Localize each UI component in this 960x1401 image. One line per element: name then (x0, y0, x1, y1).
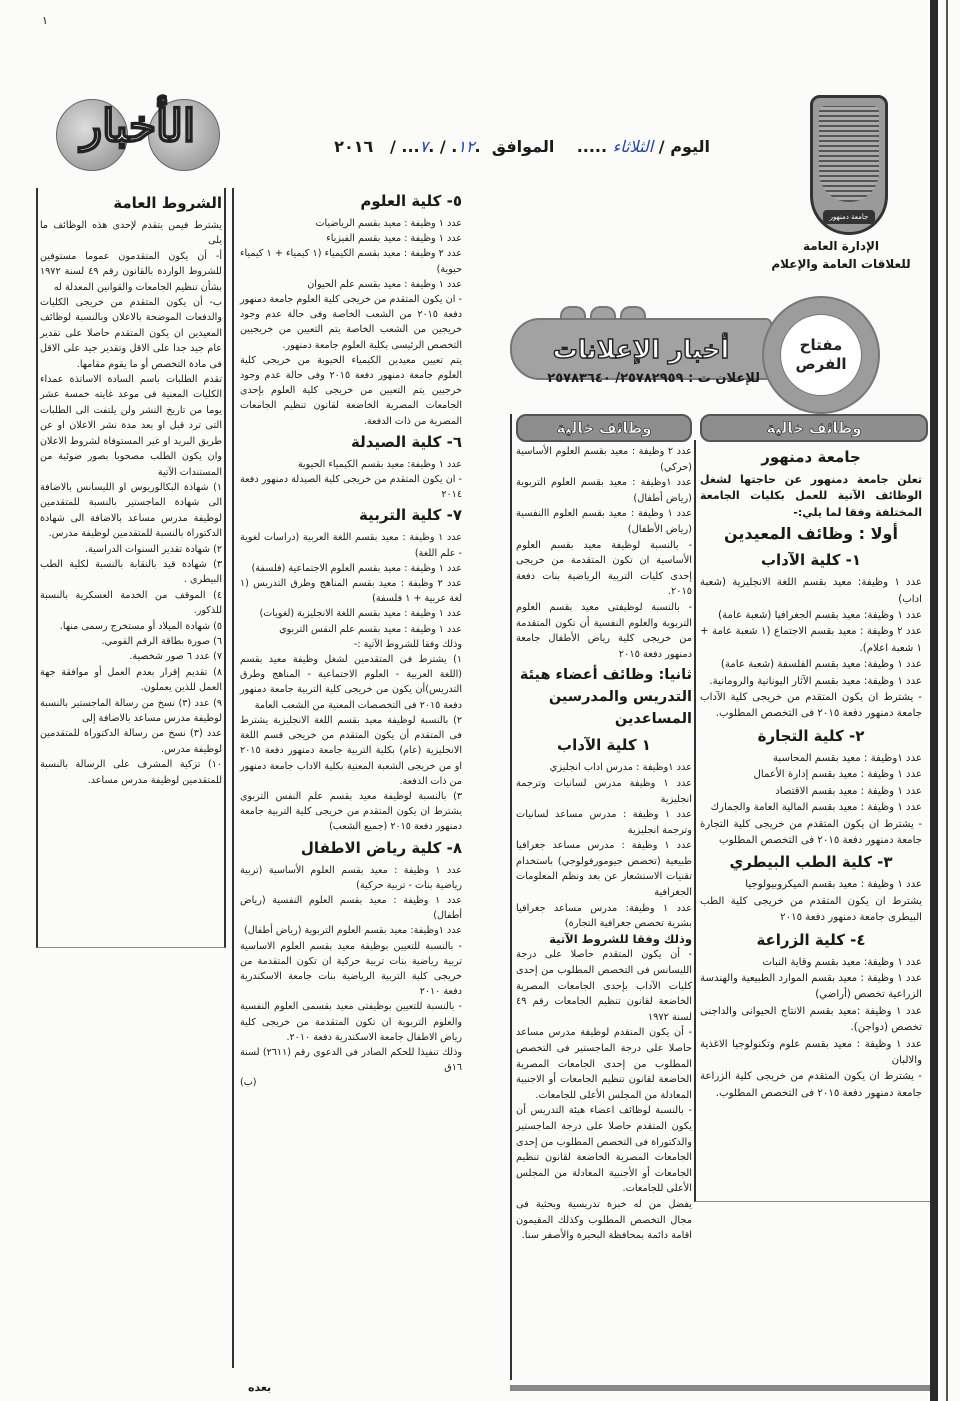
newspaper-logo (48, 95, 228, 175)
job-item: عدد ١ وظيفة : مدرس مساعد جغرافيا طبيعية (تخصص جيومورفولوجي) باستخدام تقنيات الاستشعار عن بعد ونظم المعلومات الجغرافية (516, 840, 693, 899)
ad-banner-title-text: أخبار الإعلانات (552, 334, 730, 364)
university-heading: جامعة دمنهور (761, 448, 861, 466)
job-item: عدد ١ وظيفة: معيد بقسم وقاية النبات (762, 956, 922, 968)
conditions-heading: وذلك وفقا للشروط الآتية :- (353, 638, 462, 650)
day-value: الثلاثاء (612, 137, 654, 156)
department-line-2: للعلاقات العامة والإعلام (771, 257, 911, 271)
date-label: الموافق (491, 137, 555, 156)
phone-label: للإعلان ت : (688, 371, 760, 386)
faculty-heading: ١ كلية الآداب (557, 736, 651, 755)
job-condition: - بالنسبة لوظيفة معيد بقسم العلوم الأساسية ان تكون المتقدمة من خريجى إحدى كليات التربية الرياضية بنات دفعة ٢٠١٥. (516, 539, 692, 598)
document-item: ٥) شهادة الميلاد أو مستخرج رسمى منها. (59, 620, 222, 632)
vacancies-badge-middle: وظائف خالية (516, 414, 692, 442)
job-condition: - أن يكون المتقدم حاصلا على درجة الليسانس فى التخصص المطلوب من إحدى كليات الآداب بإحدى الجامعات المصرية الخاضعة لقانون تنظيم الجامعات رقم ٤٩ لسنة ١٩٧٢ (516, 949, 692, 1023)
page-number: ١ (42, 14, 48, 27)
job-item: عدد ١ وظيفة : معيد بقسم علم الحيوان (307, 278, 462, 290)
document-item: ٧) عدد ٦ صور شخصية. (129, 651, 222, 663)
document-item: عدد (٣) نسخ من رسالة الدكتوراة للمتقدمين لوظيفة مدرس. (40, 728, 223, 755)
job-item: عدد ١ وظيفة : معيد بقسم العلوم الأساسية (تربية رياضية بنات - تربية حركية) (240, 864, 462, 891)
ad-phone (510, 371, 760, 386)
column-middle (516, 444, 692, 1244)
job-condition: - يشترط ان يكون المتقدم من خريجى كلية التجارة جامعة دمنهور دفعة ٢٠١٥ فى التخصص المطلوب (700, 818, 922, 846)
document-item: ٩) عدد (٣) نسخ من رسالة الماجستير بالنسبة لوظيفة مدرس مساعد بالاضافة إلى (40, 697, 222, 724)
job-condition: ٣) بالنسبة لوظيفة معيد بقسم علم النفس التربوى يشترط ان يكون المتقدم من خريجى كلية التربية جامعة دمنهور دفعة ٢٠١٥ (جميع الشعب) (240, 790, 462, 833)
document-item: ٨) تقديم إقرار بعدم العمل أو موافقة جهة العمل للذين يعملون. (40, 666, 222, 694)
job-condition: - يشترط ان يكون المتقدم من خريجى كلية الآداب جامعة دمنهور دفعة ٢٠١٥ فى التخصص المطلوب. (700, 692, 922, 720)
job-condition: - بالنسبة للتعيين بوظيفتى معيد بقسمى العلوم النفسية والعلوم التربوية ان تكون المتقدمة من خريجى كلية رياض الاطفال جامعة الاسكندرية دفعة ٢٠١٠. (240, 1001, 462, 1043)
job-item: عدد ١ وظيفة : معيد بقسم اللغة العربية (دراسات لغوية - علم اللغة) (240, 532, 462, 559)
job-condition: - ان يكون المتقدم من خريجى كلية الصيدلة دمنهور دفعة ٢٠١٤ (240, 474, 462, 501)
job-condition: - يشترط ان يكون المتقدم من خريجى كلية الزراعة جامعة دمنهور دفعة ٢٠١٥ فى التخصص المطلوب. (700, 1071, 922, 1099)
job-condition: يتم تعيين معيدين الكيمياء الحيوية من خريجى كلية العلوم جامعة دمنهور دفعة ٢٠١٥ وفى حالة عدم وجود خرجيين يتم التعيين من خريجى كلية العلوم بإحدى الجامعات المصرية الخاضعة لقانون تنظيم الجامعات المصرية من ذات الدفعة. (240, 354, 462, 427)
key-label-2: الفرص (795, 355, 847, 373)
job-item: عدد ٢ وظيفة : معيد بقسم المناهج وطرق التدريس (١ لغة عربية + ١ فلسفة) (240, 578, 462, 605)
faculty-heading: ٤- كلية الزراعة (756, 930, 866, 949)
document-item: ١) شهادة البكالوريوس او الليسانس بالاضافة الى شهادة الماجستير بالنسبة للمتقدمين لوظيفة مدرس مساعد بالاضافة الى شهادة الدكتوراة بالنسبة للمتقدمين لوظيفة مدرس. (40, 481, 222, 540)
left-middle-column-rule (232, 188, 240, 1368)
job-item: عدد ١ وظيفة: مدرس مساعد جغرافيا بشرية تخصص جغرافية التجارة) (516, 902, 692, 930)
job-item: عدد ١ وظيفة مدرس لسانيات وترجمة انجليزية (516, 777, 692, 805)
column-left (40, 190, 222, 788)
job-item: عدد ١ وظيفة: معيد بقسم الكيمياء الحيوية (297, 458, 462, 470)
faculty-heading: ٥- كلية العلوم (360, 192, 462, 210)
job-condition: - بالنسبة لوظيفتى معيد بقسم العلوم التربوية والعلوم النفسية أن تكون المتقدمة من خريجى كلية رياض الأطفال جامعة دمنهور دفعة ٢٠١٥ (516, 601, 692, 660)
condition-item: ب- أن يكون المتقدم من خريجى الكليات والدفعات الموضحة بالاعلان وبالنسبة لوظائف المعيدين ان يكون المتقدم حاصلا على تقدير عام جيد جدا على الاقل وتقدير جيد على الاقل فى مادة التخصص أو ما يقوم مقامها. (40, 297, 222, 370)
job-item: عدد ١ وظيفة : معيد بقسم علوم وتكنولوجيا الاغذية والالبان (700, 1038, 922, 1066)
document-item: ٣) شهادة قيد بالنقابة بالنسبة لكلية الطب البيطرى . (40, 558, 222, 586)
university-logo (810, 95, 888, 235)
job-condition: ١) يشترط فى المتقدمين لشغل وظيفة معيد بقسم (اللغة العربية - العلوم الاجتماعية - المناهج وطرق التدريس)أن يكون من خريجى كلية التربية جامعة دمنهور دفعة ٢٠١٥ فى التخصصات المعنية من الشعب العامة (240, 654, 462, 711)
job-condition: - ان يكون المتقدم من خريجى كلية العلوم جامعة دمنهور دفعة ٢٠١٥ من الشعب الخاصة وفى حالة عدم وجود خريجين من الشعب الخاصة يتم التعيين من خريجيين التخصص الرئيسى بكلية العلوم جامعة دمنهور. (240, 294, 463, 351)
continued-marker: (ب) (240, 1077, 257, 1089)
column-left-middle (240, 188, 462, 1091)
job-condition: - بالنسبة لوظائف اعضاء هيئة التدريس أن يكون المتقدم حاصلا على درجة الماجستير والدكتوراة فى التخصص المطلوب من إحدى الجامعات المصرية الخاضعة لقانون تنظيم الجامعات أو الأجنبية المعادلة من المجلس الأعلى للجامعات. (516, 1105, 692, 1195)
general-conditions-heading: الشروط العامة (113, 194, 222, 212)
job-item: عدد ١ وظيفة : مدرس مساعد لسانيات وترجمة انجليزية (516, 809, 692, 836)
section-heading: أولا : وظائف المعيدين (724, 524, 898, 544)
job-item: عدد ١وظيفة : مدرس اداب انجليزي (549, 762, 692, 774)
condition-item: أ- أن يكون المتقدمون عموما مستوفين للشروط الواردة بالقانون رقم ٤٩ لسنة ١٩٧٢ بشأن تنظيم الجامعات والقوانين المعدلة له (40, 250, 222, 293)
job-item: عدد ١ وظيفة : معيد بقسم علم النفس التربوي (279, 623, 462, 635)
document-item: ٦) صورة بطاقة الرقم القومي. (101, 635, 222, 647)
vacancies-badge-right: وظائف خالية (700, 414, 928, 442)
job-item: عدد ١ وظيفة: معيد بقسم الآثار اليونانية والرومانية. (709, 675, 922, 687)
job-condition: وذلك تنفيذا للحكم الصادر فى الدعوى رقم (٢٦١١) لسنة ١٦ق (240, 1046, 462, 1074)
faculty-heading: ٣- كلية الطب البيطري (729, 853, 893, 872)
job-item: عدد ١وظيفة : معيد بقسم العلوم التربوية (رياض أطفال) (516, 477, 693, 504)
job-condition: - أن يكون المتقدم لوظيفة مدرس مساعد حاصلا على درجة الماجستير فى التخصص المطلوب من إحدى الجامعات المصرية الخاضعة لقانون تنظيم الجامعات أو الاجنبية المعادلة من المجلس الأعلى للجامعات. (516, 1027, 692, 1101)
page-edge-line (946, 0, 948, 1401)
job-item: عدد ١وظيفة: معيد بقسم العلوم التربوية (رياض أطفال) (244, 925, 462, 937)
phone-numbers: ٢٥٧٨٢٩٥٩/ ٢٥٧٨٣٦٤٠ (547, 371, 684, 386)
job-condition: يفضل من له خبرة تدريسية وبحثية فى مجال التخصص المطلوب وكذلك المقيمون اقامة دائمة بمحافظة البحيرة والأصفر سنا. (516, 1198, 692, 1242)
job-condition: ٢) بالنسبة لوظيفة معيد بقسم اللغة الانجليزية يشترط فى المتقدم أن يكون المتقدم من خريجى قسم اللغة الانجليزية (عام) بكلية التربية جامعة دمنهور دفعة ٢٠١٥ او من خريجى الشعبة المعنية بكلية الاداب جامعة دمنهور من ذات الدفعة. (240, 714, 462, 787)
condition-item: تقدم الطلبات باسم السادة الاساتذة عمداء الكليات المعنية فى موعد غايته خمسة عشر يوما من تاريخ النشر ولن يلتفت الى الطلبات التى ترد قبل او بعد مدة نشر الاعلان او عن طريق البريد او غير المستوفاة لشروط الاعلان وان يكون الطلب مصحوبا بصور ضوئية من المستندات الآتية (40, 374, 222, 478)
job-item: عدد ١ وظيفة: معيد بقسم اللغة الانجليزية (شعبة اداب) (700, 577, 923, 605)
date-month: ٧ (419, 137, 429, 156)
job-item: عدد ١ وظيفة : معيد بقسم العلوم االنفسية (رياض الأطفال) (516, 508, 692, 535)
job-item: عدد ٢ وظيفة : معيد بقسم العلوم الأساسية (حركي) (516, 446, 692, 473)
job-item: عدد ١ وظيفة : معيد بقسم الرياضيات (315, 218, 462, 229)
job-item: عدد ١ وظيفة : معيد بقسم العلوم الاجتماعية (فلسفة) (251, 562, 462, 574)
department-line-1: الإدارة العامة (802, 239, 880, 253)
logo-band: جامعة دمنهور (823, 210, 875, 224)
faculty-heading: ٢- كلية التجارة (757, 726, 865, 745)
document-item: ٢) شهادة تقدير السنوات الدراسية. (84, 543, 222, 555)
continued-label: بعده (248, 1381, 272, 1394)
job-item: عدد ٢ وظيفة : معيد بقسم الكيمياء (١ كيمياء + ١ كيمياء حيوية) (240, 248, 462, 275)
newspaper-logo-text: الأخبار (80, 101, 196, 152)
conditions-heading: وذلك وفقا للشروط الآتية (549, 931, 692, 946)
job-item: عدد ١ وظيفة : معيد بقسم اللغة الانجليزية (لغويات) (259, 608, 462, 620)
date-line: اليوم / الثلاثاء ..... الموافق .١٢. / .٧... / ٢٠١٦ (334, 137, 710, 156)
job-item: عدد ١ وظيفة : معيد بقسم الفيزياء (326, 233, 462, 245)
job-item: عدد ١ وظيفة : معيد بقسم العلوم النفسية (رياض أطفال) (240, 894, 462, 922)
faculty-heading: ٧- كلية التربية (359, 506, 462, 525)
job-item: عدد ١ وظيفة : معيد بقسم المالية العامة والجمارك (710, 802, 922, 814)
page-edge-bar (930, 0, 938, 1401)
job-item: عدد ١ وظيفة: معيد بقسم الفلسفة (شعبة عامة) (720, 659, 922, 671)
job-item: عدد ١ وظيفة: معيد بقسم الجغرافيا (شعبة عامة) (718, 610, 922, 622)
document-item: ٤) الموقف من الخدمة العسكرية بالنسبة للذكور. (40, 589, 222, 617)
key-ring-icon (762, 296, 880, 414)
logo-emblem (819, 106, 879, 202)
bottom-rule (510, 1385, 930, 1391)
day-label: اليوم / (658, 137, 710, 156)
job-item: عدد ١وظيفة : معيد بقسم المحاسبة (772, 752, 922, 764)
job-item: عدد ٢ وظيفة : معيد بقسم الاجتماع (١ شعبة عامة + ١ شعبة اعلام). (700, 626, 922, 654)
intro-text: يشترط فيمن يتقدم لإحدى هذه الوظائف ما يلى (40, 220, 222, 247)
date-day: ١٢ (457, 137, 475, 156)
column-right (700, 444, 922, 1102)
section-heading: ثانيا: وظائف أعضاء هيئة التدريس والمدرسين المساعدين (519, 667, 692, 728)
faculty-heading: ٨- كلية رياض الاطفال (300, 838, 462, 857)
date-year: ٢٠١٦ (334, 137, 374, 156)
job-item: عدد ١ وظيفة : معيد بقسم الميكروبيولوجيا (745, 879, 922, 891)
job-item: عدد ١ وظيفة : معيد بقسم الاقتصاد (775, 785, 922, 797)
job-condition: - بالنسبة للتعيين بوظيفة معيد بقسم العلوم الاساسية تربية رياضية بنات تربية حركية ان تكون المتقدمة من خريجى كلية التربية الرياضية بنات جامعة الاسكندرية دفعة ٢٠١٠ (240, 940, 462, 998)
job-item: عدد ١ وظيفة : معيد بقسم إدارة الأعمال (753, 769, 922, 781)
faculty-heading: ١- كلية الآداب (760, 551, 862, 570)
job-condition: يشترط ان يكون المتقدم من خريجى كلية الطب البيطرى جامعة دمنهور دفعة ٢٠١٥ (700, 895, 922, 924)
department-name (760, 237, 922, 273)
job-item: عدد ١ وظيفة :معيد بقسم الانتاج الحيوانى والداجنى تخصص (دواجن). (700, 1005, 923, 1034)
key-label-1: مفتاح (799, 336, 843, 354)
faculty-heading: ٦- كلية الصيدلة (351, 432, 462, 451)
document-item: ١٠) تزكية المشرف على الرسالة بالنسبة للمتقدمين لوظيفة مدرس مساعد. (40, 759, 222, 786)
intro-text: تعلن جامعة دمنهور عن حاجتها لشغل الوظائف الآتية للعمل بكليات الجامعة المختلفة وفقا لما يلي:- (700, 473, 922, 519)
key-ring-label (780, 314, 862, 396)
job-item: عدد ١ وظيفة : معيد بقسم الموارد الطبيعية والهندسة الزراعية تخصص (أراضي) (700, 972, 923, 1001)
